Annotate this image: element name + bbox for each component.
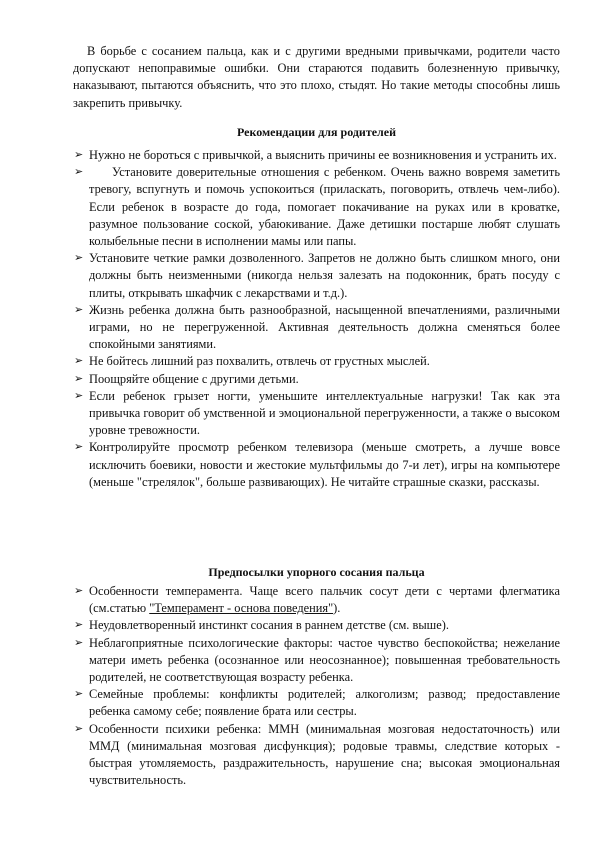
section-heading-recommendations: Рекомендации для родителей [236, 125, 397, 139]
recommendations-list [73, 147, 560, 491]
list-item-text: Установите доверительные отношения с ребенком. Очень важно вовремя заметить тревогу, вспугнуть и помочь успокоиться (приласкать, поговорить, отвлечь чем-либо). Если ребенок в возрасте до года, помогает покачивание на руках или в кроватке, разумное пользование соской, убаюкивание. Даже детишки постарше любят слушать колыбельные песни в исполнении мамы или папы. [89, 165, 560, 249]
list-item-text: Неблагоприятные психологические факторы: частое чувство беспокойства; нежелание матери иметь ребенка (осознанное или неосознанное); повышенная требовательность родителей, не соответствующая возрасту ребенка. [89, 635, 560, 685]
list-item [73, 617, 560, 634]
list-item [73, 721, 560, 790]
list-item [73, 353, 560, 370]
list-item [73, 250, 560, 302]
arrow-bullet-icon: ➢ [74, 303, 84, 316]
list-item [73, 302, 560, 354]
arrow-bullet-icon: ➢ [74, 149, 84, 161]
list-item-text: Установите четкие рамки дозволенного. Запретов не должно быть слишком много, они должны быть неизменными (никогда нельзя залезать на подоконник, брать посуду с плиты, открывать шкафчик с лекарствами и т.д.). [89, 251, 560, 300]
list-item-text: Семейные проблемы: конфликты родителей; алкоголизм; развод; предоставление ребенка самому себе; появление брата или сестры. [89, 687, 560, 719]
arrow-bullet-icon: ➢ [74, 441, 84, 454]
arrow-bullet-icon: ➢ [74, 722, 84, 735]
list-item-text-end: ). [333, 601, 341, 616]
section-heading-prerequisites: Предпосылки упорного сосания пальца [208, 565, 425, 579]
list-item [73, 439, 560, 491]
list-item-text: Жизнь ребенка должна быть разнообразной, насыщенной впечатлениями, различными играми, но не перегруженной. Активная деятельность должна сменяться более спокойными занятиями. [89, 302, 560, 352]
list-item-text: Неудовлетворенный инстинкт сосания в раннем детстве (см. выше). [89, 618, 449, 633]
arrow-bullet-icon: ➢ [74, 252, 84, 265]
list-item [73, 635, 560, 687]
list-item-text: Особенности психики ребенка: ММН (минимальная мозговая недостаточность) или ММД (минимальная мозговая дисфункция); родовые травмы, следствие которых - быстрая утомляемость, раздражительность, нарушение сна; высокая эмоциональная чувствительность. [89, 721, 560, 788]
arrow-bullet-icon: ➢ [74, 688, 84, 701]
list-item [73, 371, 560, 388]
list-item [73, 388, 560, 440]
list-item-text: Не бойтесь лишний раз похвалить, отвлечь от грустных мыслей. [89, 354, 430, 369]
arrow-bullet-icon: ➢ [74, 636, 84, 649]
list-item-text: Если ребенок грызет ногти, уменьшите интеллектуальные нагрузки! Так как эта привычка говорит об умственной и эмоциональной перегруженности, а также о высоком уровне тревожности. [89, 388, 560, 438]
list-item-text: Нужно не бороться с привычкой, а выяснить причины ее возникновения и устранить их. [89, 148, 557, 162]
prerequisites-list [73, 583, 560, 789]
intro-paragraph: В борьбе с сосанием пальца, как и с другими вредными привычками, родители часто допускают непоправимые ошибки. Они стараются подавить болезненную привычку, наказывают, пытаются объяснить, что это плохо, стыдят. Но такие методы способны лишь закрепить привычку. [73, 44, 560, 110]
list-item [73, 583, 560, 617]
arrow-bullet-icon: ➢ [74, 372, 84, 385]
list-item [73, 686, 560, 720]
arrow-bullet-icon: ➢ [74, 619, 84, 632]
arrow-bullet-icon: ➢ [74, 166, 84, 179]
arrow-bullet-icon: ➢ [74, 585, 84, 597]
article-link[interactable]: "Темперамент - основа поведения" [149, 601, 334, 616]
list-item-text: Особенности темперамента. Чаще всего пальчик сосут дети с чертами флегматика (см.статью [89, 584, 560, 616]
arrow-bullet-icon: ➢ [74, 389, 84, 402]
list-item [73, 147, 560, 164]
list-item [73, 164, 560, 250]
list-item-text: Контролируйте просмотр ребенком телевизора (меньше смотреть, а лучше вовсе исключить боевики, новости и жестокие мультфильмы до 7-и лет), игры на компьютере (меньше "стрелялок", больше развивающих). Не читайте страшные сказки, рассказы. [89, 440, 560, 489]
arrow-bullet-icon: ➢ [74, 355, 84, 368]
list-item-text: Поощряйте общение с другими детьми. [89, 371, 299, 386]
